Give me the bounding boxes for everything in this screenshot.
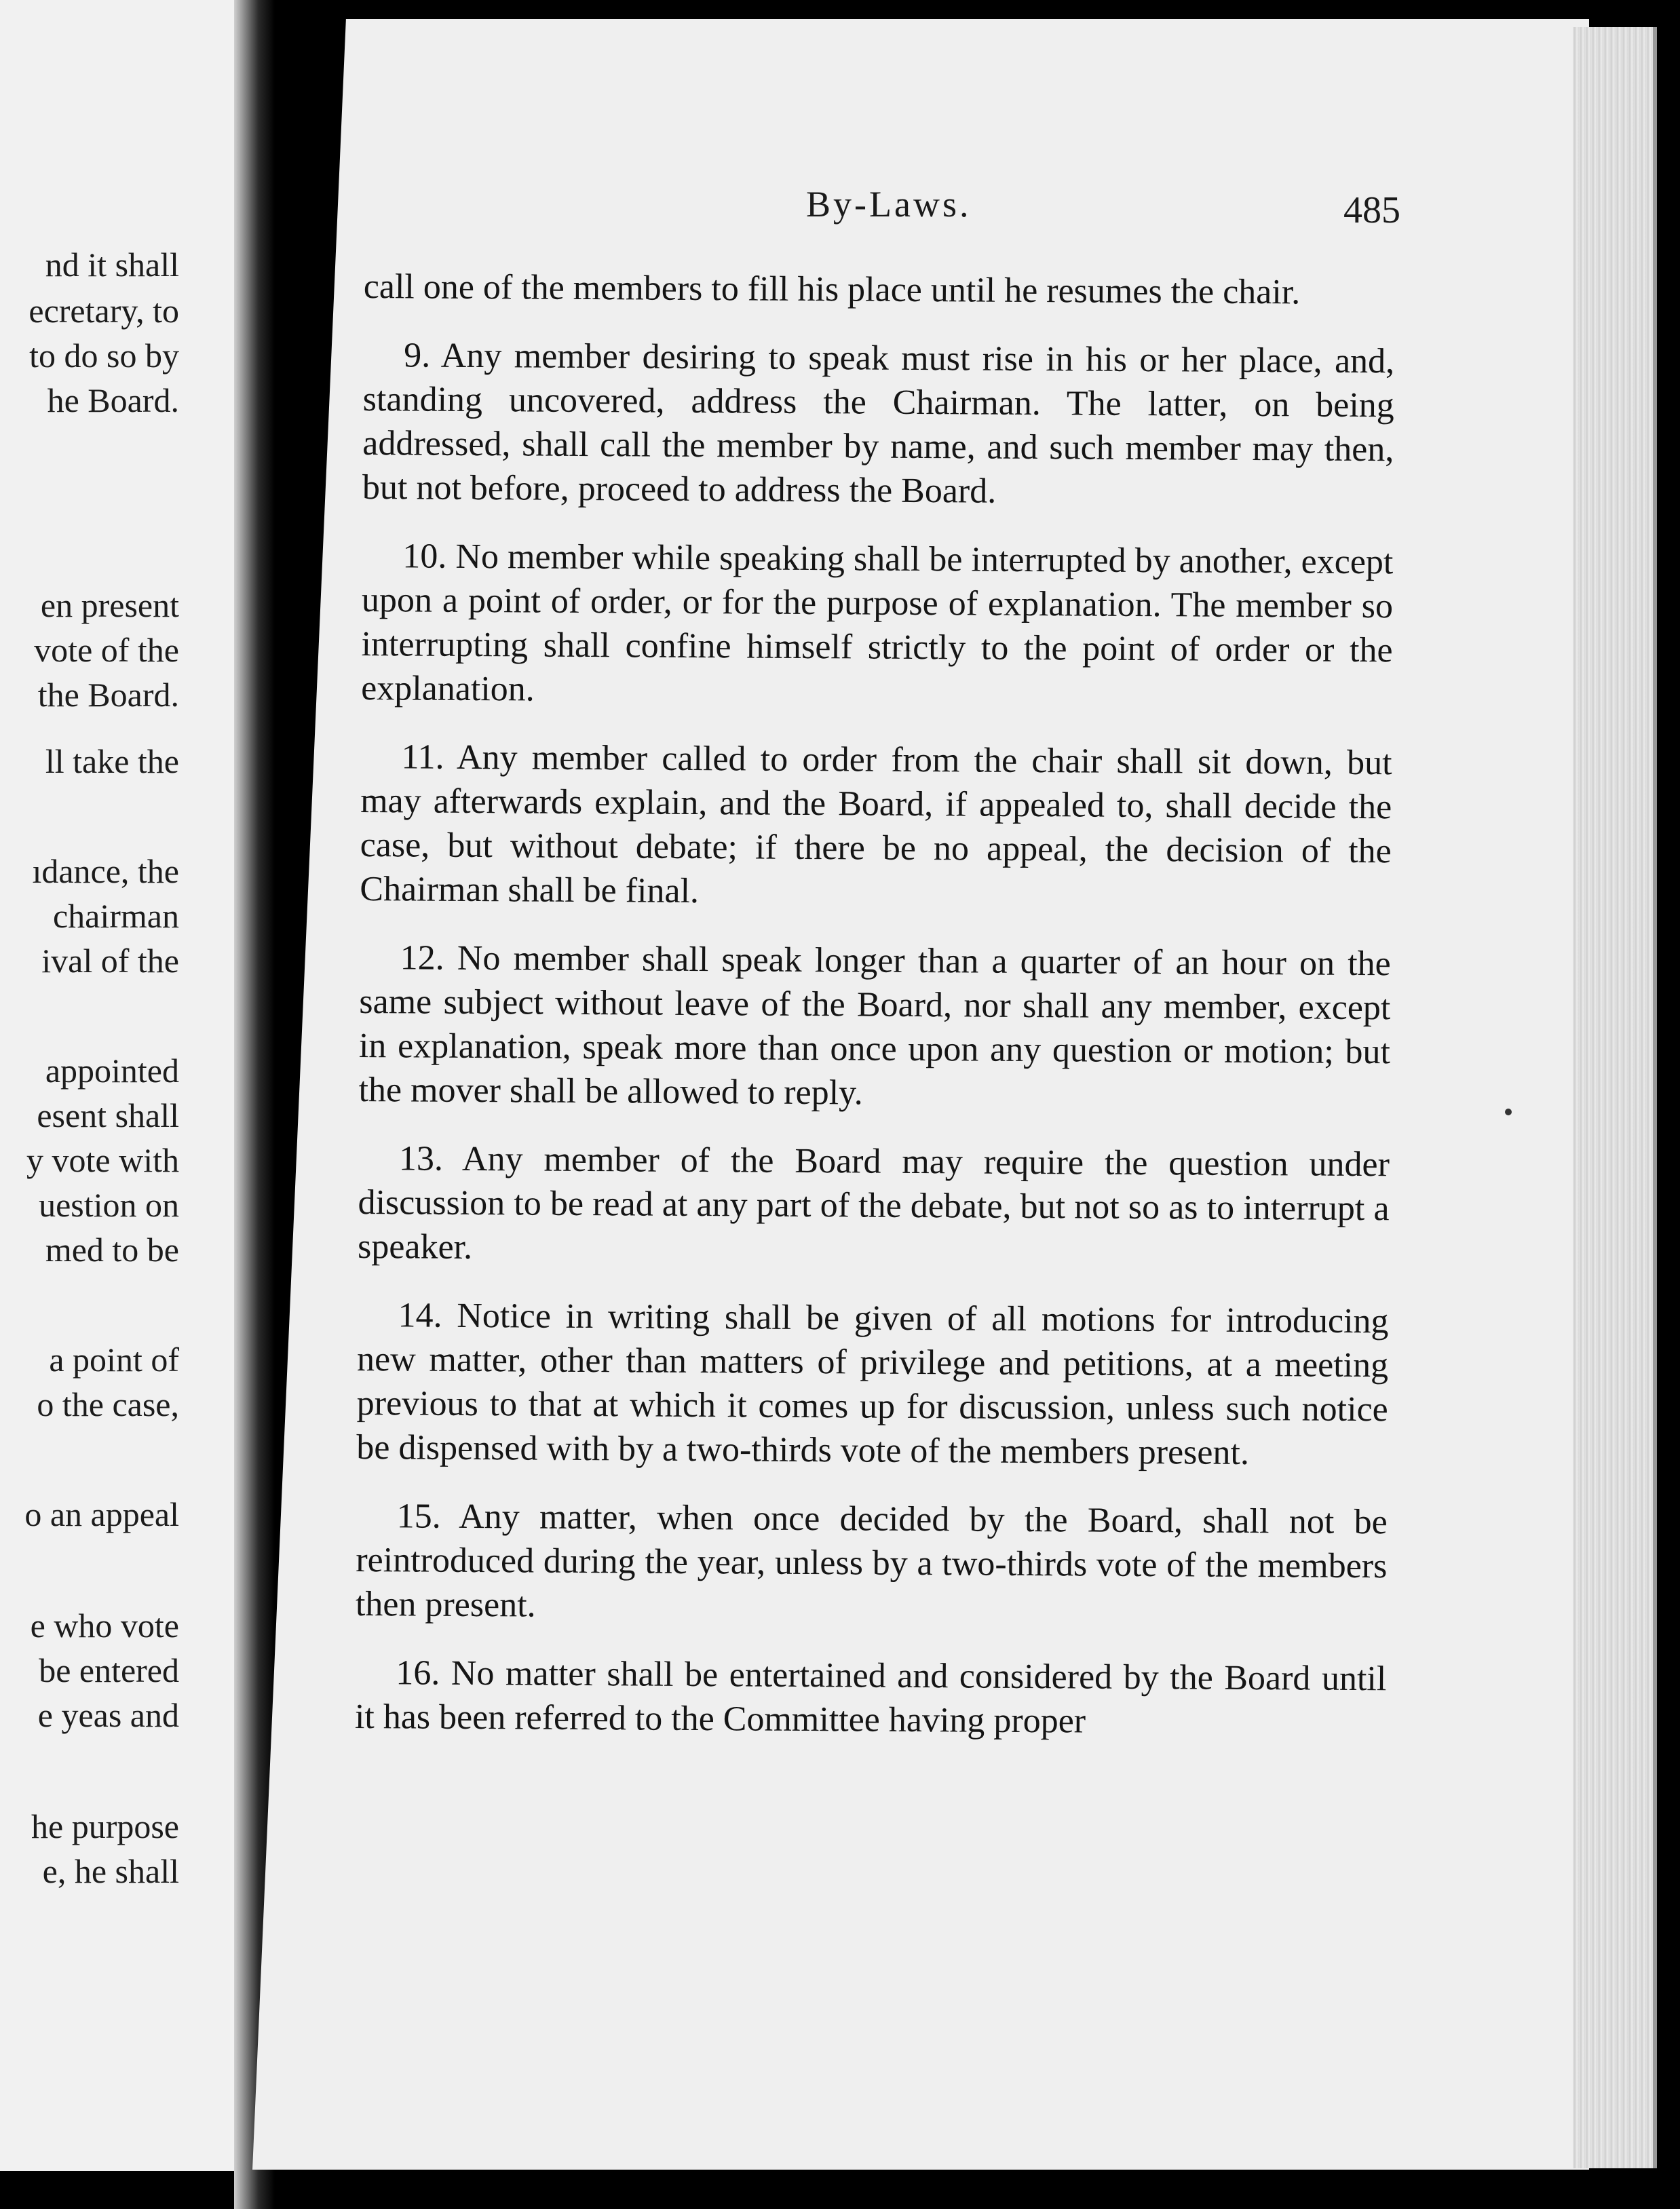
left-page-line: e who vote bbox=[30, 1607, 179, 1645]
left-page-line: chairman bbox=[52, 897, 179, 935]
paragraph-11: 11. Any member called to order from the chair shall sit down, but may afterwards explain, and the Board, if appealed to, shall decide the case, but without debate; if there be no appeal, the decision of the Chairman shall be final. bbox=[360, 737, 1392, 911]
left-page bbox=[0, 0, 266, 2171]
left-page-line: e yeas and bbox=[37, 1696, 179, 1734]
left-page-line: nd it shall bbox=[45, 246, 179, 284]
page-body bbox=[355, 265, 1395, 1769]
left-page-line: e, he shall bbox=[42, 1852, 179, 1890]
left-page-line: esent shall bbox=[37, 1096, 179, 1134]
left-page-line: en present bbox=[40, 586, 179, 624]
left-page-line: appointed bbox=[45, 1052, 179, 1090]
left-page-line: o the case, bbox=[37, 1385, 179, 1423]
paragraph-10: 10. No member while speaking shall be interrupted by another, except upon a point of order, or for the purpose of explanation. The member so interrupting shall confine himself strictly to the point of order or the explanation. bbox=[361, 537, 1394, 709]
left-page-line: he Board. bbox=[47, 381, 179, 419]
left-page-line: ıdance, the bbox=[32, 852, 179, 890]
paragraph-16: 16. No matter shall be entertained and considered by the Board until it has been referred to the Committee having proper bbox=[354, 1653, 1387, 1741]
page-number: 485 bbox=[1343, 189, 1400, 231]
left-page-line: a point of bbox=[49, 1341, 179, 1379]
paragraph-continuation: call one of the members to fill his place until he resumes the chair. bbox=[363, 267, 1301, 312]
left-page-line: ll take the bbox=[45, 742, 179, 780]
left-page-line: vote of the bbox=[34, 631, 179, 669]
left-page-line: he purpose bbox=[31, 1807, 179, 1845]
left-page-line: be entered bbox=[39, 1651, 179, 1689]
left-page-line: ival of the bbox=[41, 942, 179, 980]
left-page-line: med to be bbox=[45, 1231, 179, 1269]
page-edge-stack bbox=[1573, 27, 1657, 2168]
paragraph-9: 9. Any member desiring to speak must rise in his or her place, and, standing uncovered, address the Chairman. The latter, on being addressed, shall call the member by name, and such member may then, but not before, proceed to address the Board. bbox=[362, 336, 1395, 511]
left-page-line: y vote with bbox=[26, 1141, 179, 1179]
left-page-line: the Board. bbox=[37, 676, 179, 714]
paragraph-13: 13. Any member of the Board may require the question under discussion to be read at any part of the debate, but not so as to interrupt a speaker. bbox=[357, 1139, 1390, 1267]
left-page-line: ecretary, to bbox=[28, 292, 179, 330]
left-page-line: o an appeal bbox=[24, 1495, 179, 1533]
paragraph-15: 15. Any matter, when once decided by the Board, shall not be reintroduced during the year, unless by a two-thirds vote of the members then present. bbox=[355, 1497, 1388, 1625]
left-page-line: to do so by bbox=[29, 337, 179, 374]
running-header: By-Laws. bbox=[806, 184, 972, 225]
paragraph-14: 14. Notice in writing shall be given of all motions for introducing new matter, other than matters of privilege and petitions, at a meeting previous to that at which it comes up for discussion, unless such notice be dispensed with by a two-thirds vote of the members present. bbox=[356, 1296, 1389, 1473]
left-page-line: uestion on bbox=[39, 1186, 179, 1224]
ink-speck bbox=[1505, 1109, 1512, 1115]
paragraph-12: 12. No member shall speak longer than a quarter of an hour on the same subject without leave of the Board, nor shall any member, except in explanation, speak more than once upon any question or motion; but the mover shall be allowed to reply. bbox=[358, 938, 1391, 1113]
